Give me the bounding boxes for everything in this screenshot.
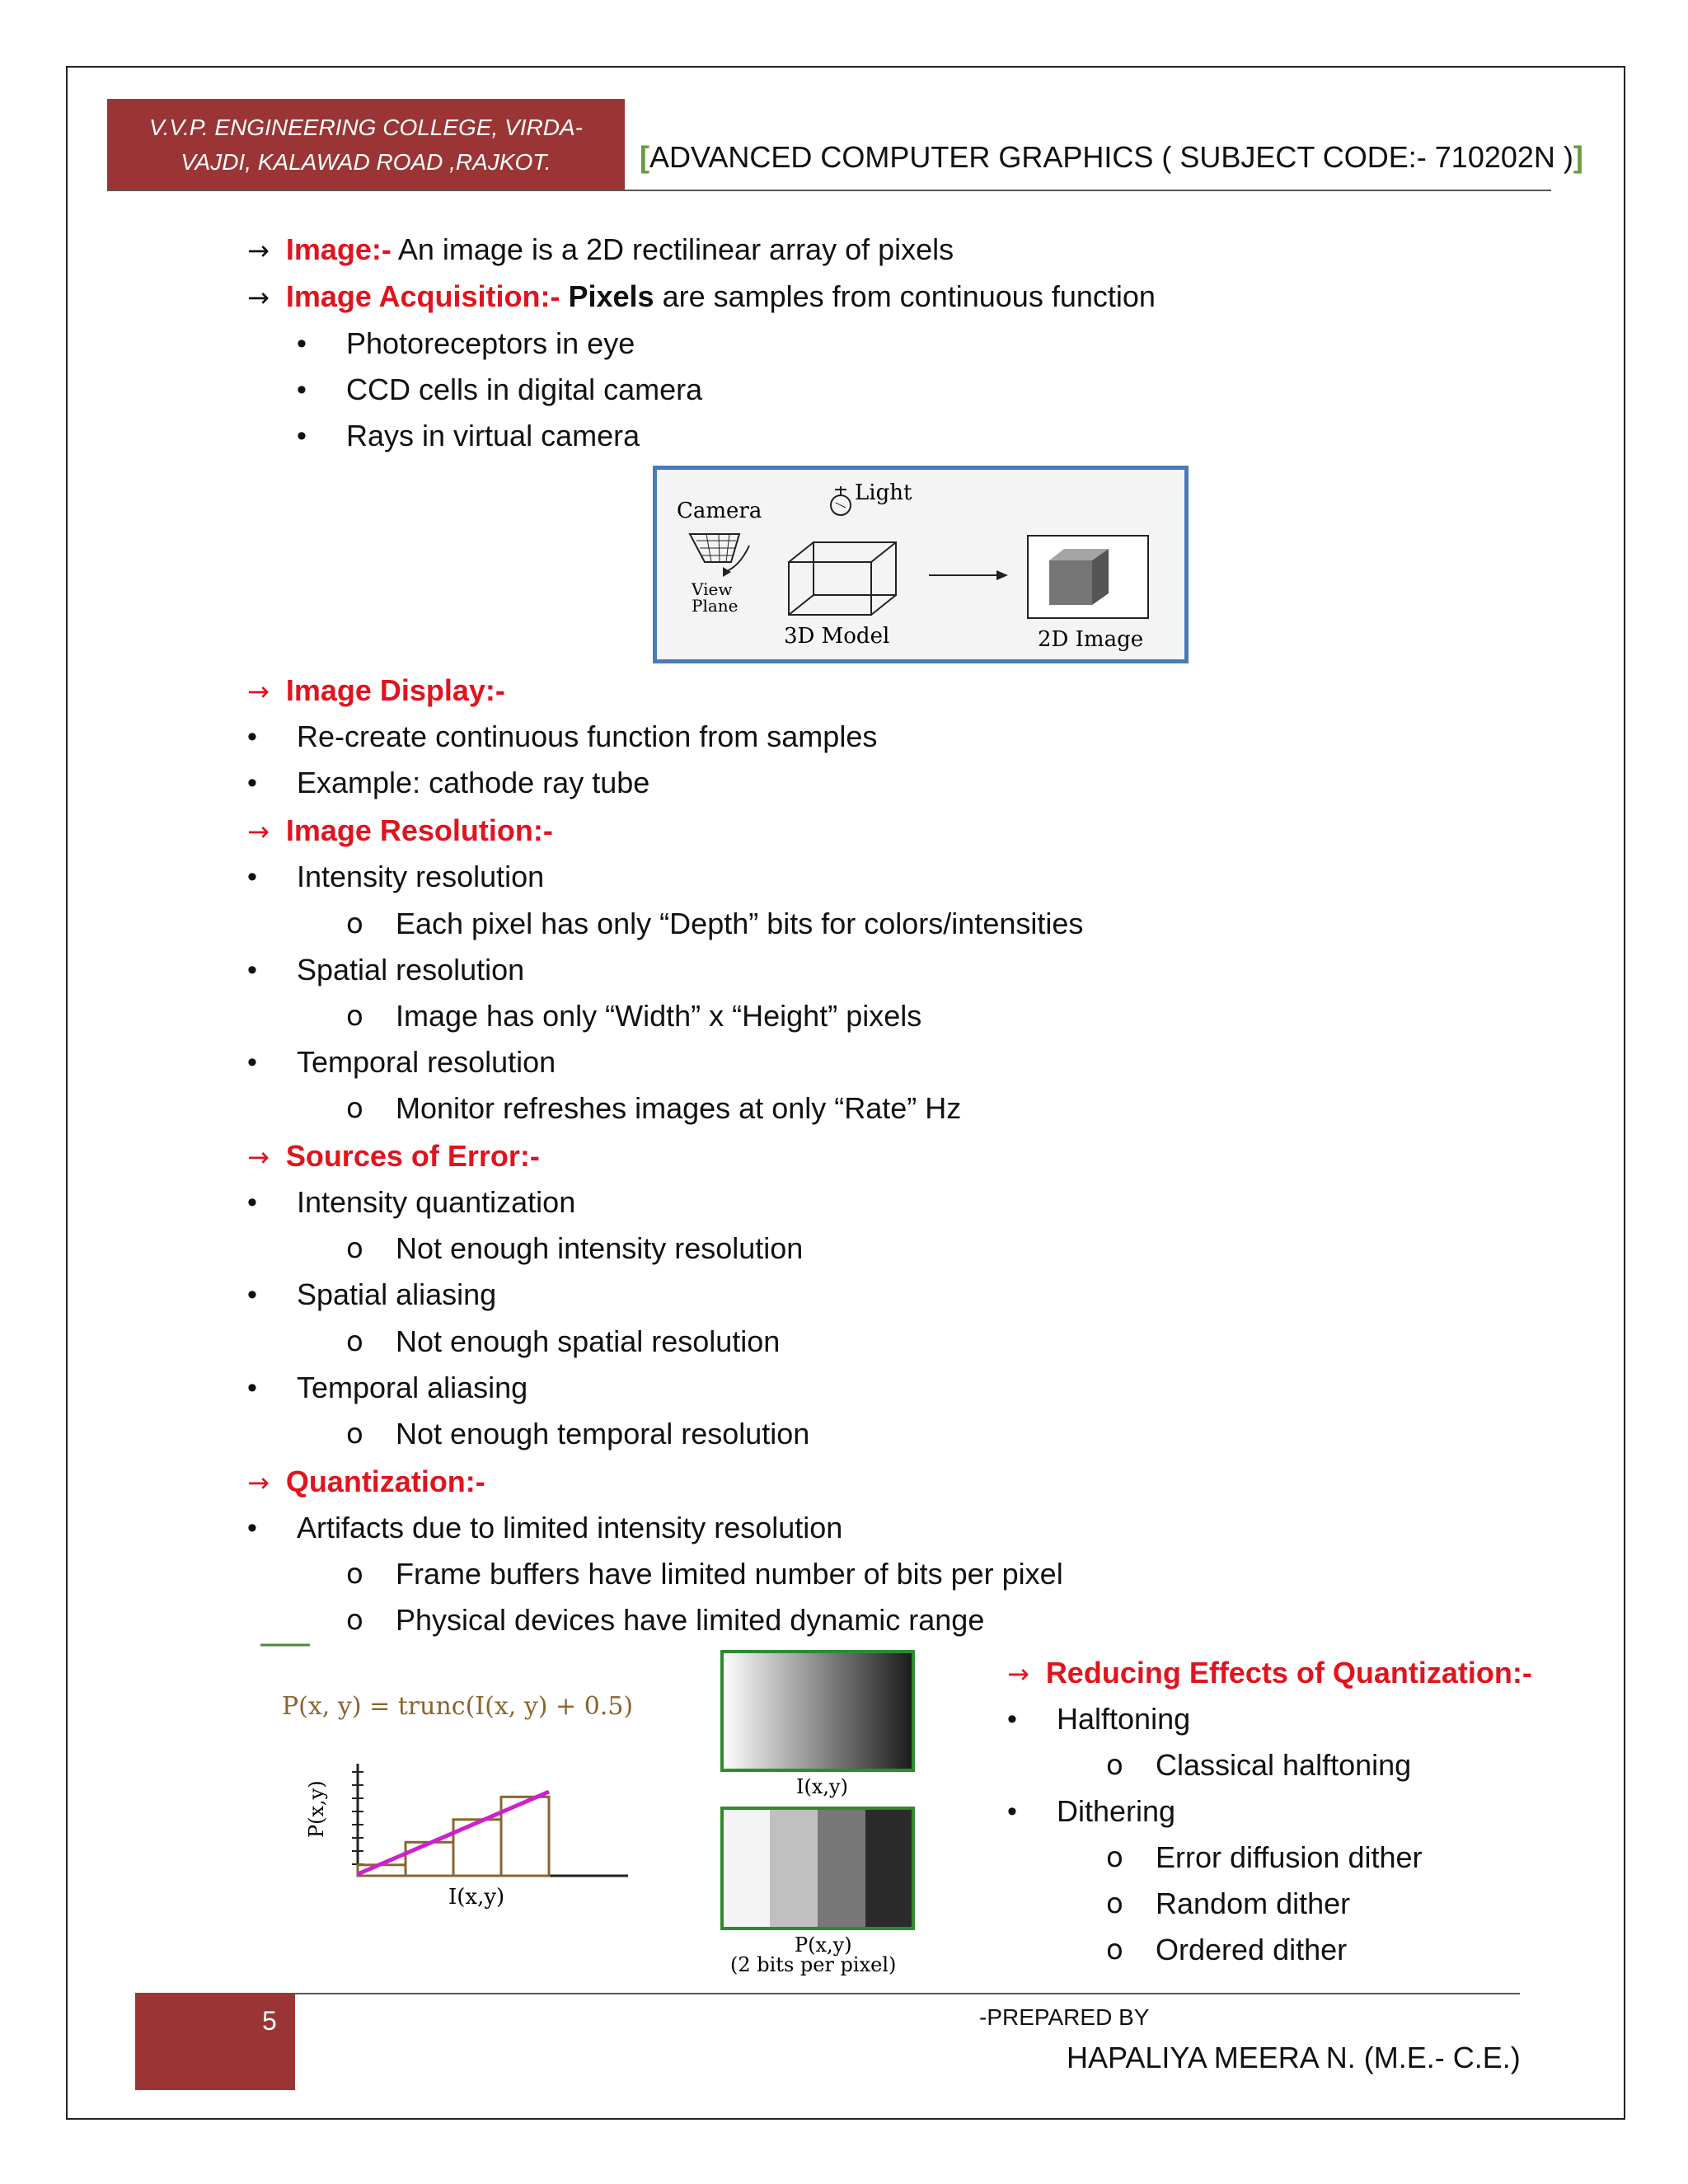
image2d-label: 2D Image bbox=[1038, 627, 1144, 652]
list-item: Halftoning bbox=[1057, 1702, 1191, 1736]
list-item: Re-create continuous function from samples bbox=[297, 719, 878, 753]
list-item: Example: cathode ray tube bbox=[297, 766, 650, 799]
circle-bullet-icon: o bbox=[346, 1092, 363, 1125]
list-item: Intensity quantization bbox=[297, 1185, 576, 1219]
list-item: Temporal resolution bbox=[297, 1045, 556, 1079]
quantized-label: P(x,y) bbox=[795, 1933, 852, 1957]
arrow-icon: → bbox=[247, 235, 270, 266]
sub-list-item: Random dither bbox=[1156, 1886, 1351, 1920]
circle-bullet-icon: o bbox=[346, 1558, 363, 1591]
circle-bullet-icon: o bbox=[1106, 1887, 1123, 1920]
intensity-swatches bbox=[719, 1648, 933, 1978]
bullet-icon: • bbox=[1007, 1796, 1017, 1827]
shaded-cube-icon bbox=[1049, 549, 1109, 605]
list-item: Photoreceptors in eye bbox=[346, 326, 635, 360]
header-divider bbox=[107, 190, 1551, 191]
bullet-icon: • bbox=[247, 1279, 257, 1310]
circle-bullet-icon: o bbox=[1106, 1841, 1123, 1874]
error-label: Sources of Error:- bbox=[285, 1139, 540, 1173]
sources-of-error-heading bbox=[247, 1137, 540, 1176]
sub-list-item: Frame buffers have limited number of bits per pixel bbox=[396, 1557, 1063, 1591]
reduce-label: Reducing Effects of Quantization:- bbox=[1045, 1656, 1532, 1690]
plane-label: Plane bbox=[692, 596, 738, 616]
bullet-icon: • bbox=[247, 1047, 257, 1078]
quantized-band bbox=[865, 1808, 914, 1929]
sub-list-item: Classical halftoning bbox=[1156, 1748, 1412, 1782]
display-label: Image Display:- bbox=[285, 673, 505, 707]
list-item: Spatial aliasing bbox=[297, 1277, 497, 1311]
acquisition-text: are samples from continuous function bbox=[654, 279, 1156, 313]
circle-bullet-icon: o bbox=[346, 907, 363, 940]
arrow-icon: → bbox=[247, 816, 270, 847]
arrow-icon: → bbox=[247, 1467, 270, 1498]
list-item: Temporal aliasing bbox=[297, 1371, 528, 1404]
circle-bullet-icon: o bbox=[346, 1325, 363, 1358]
light-icon bbox=[831, 486, 851, 515]
quantized-bands bbox=[722, 1808, 914, 1929]
wireframe-cube-icon bbox=[789, 542, 896, 615]
list-item: CCD cells in digital camera bbox=[346, 373, 703, 406]
gradient-label: I(x,y) bbox=[796, 1775, 848, 1798]
bullet-icon: • bbox=[297, 374, 307, 405]
list-item: Artifacts due to limited intensity resolution bbox=[297, 1511, 843, 1544]
bullet-icon: • bbox=[247, 861, 257, 893]
reducing-effects-heading bbox=[1007, 1654, 1532, 1693]
quantized-band bbox=[818, 1808, 866, 1929]
circle-bullet-icon: o bbox=[1106, 1933, 1123, 1966]
bullet-icon: • bbox=[247, 1187, 257, 1218]
quantized-sublabel: (2 bits per pixel) bbox=[730, 1953, 897, 1976]
bullet-icon: • bbox=[1007, 1704, 1017, 1735]
acquisition-bold: Pixels bbox=[560, 279, 654, 313]
list-item: Spatial resolution bbox=[297, 953, 525, 987]
camera-label: Camera bbox=[677, 499, 762, 523]
sub-list-item: Error diffusion dither bbox=[1156, 1840, 1423, 1874]
page-number-box bbox=[135, 1993, 295, 2090]
sub-list-item: Image has only “Width” x “Height” pixels bbox=[396, 999, 922, 1033]
resolution-label: Image Resolution:- bbox=[285, 813, 553, 847]
sub-list-item: Not enough spatial resolution bbox=[396, 1324, 781, 1358]
pipeline-diagram bbox=[657, 470, 1184, 659]
x-axis-label: I(x,y) bbox=[448, 1885, 505, 1910]
author-name: HAPALIYA MEERA N. (M.E.- C.E.) bbox=[1067, 2041, 1521, 2074]
prepared-by: -PREPARED BY bbox=[979, 2004, 1150, 2030]
light-label: Light bbox=[855, 480, 912, 505]
arrow-icon: → bbox=[247, 1141, 270, 1173]
page-number: 5 bbox=[262, 2006, 277, 2036]
circle-bullet-icon: o bbox=[346, 1232, 363, 1265]
quantization-label: Quantization:- bbox=[285, 1465, 485, 1498]
formula-text: P(x, y) = trunc(I(x, y) + 0.5) bbox=[282, 1692, 634, 1721]
y-axis-label: P(x,y) bbox=[305, 1780, 328, 1838]
bullet-icon: • bbox=[297, 420, 307, 452]
circle-bullet-icon: o bbox=[346, 1000, 363, 1033]
model-label: 3D Model bbox=[784, 624, 890, 649]
bullet-icon: • bbox=[247, 1372, 257, 1404]
college-line-2: VAJDI, KALAWAD ROAD ,RAJKOT. bbox=[181, 149, 551, 175]
bullet-icon: • bbox=[297, 328, 307, 359]
list-item: Intensity resolution bbox=[297, 860, 545, 893]
circle-bullet-icon: o bbox=[346, 1604, 363, 1637]
circle-bullet-icon: o bbox=[346, 1418, 363, 1451]
quantized-bar bbox=[406, 1842, 453, 1876]
sub-list-item: Not enough intensity resolution bbox=[396, 1231, 804, 1265]
college-line-1: V.V.P. ENGINEERING COLLEGE, VIRDA- bbox=[149, 115, 583, 140]
image-display-heading bbox=[247, 672, 505, 710]
bullet-icon: • bbox=[247, 721, 257, 752]
image-text: An image is a 2D rectilinear array of pixels bbox=[391, 232, 954, 266]
sub-list-item: Monitor refreshes images at only “Rate” Hz bbox=[396, 1091, 962, 1125]
camera-icon bbox=[690, 534, 749, 577]
bullet-icon: • bbox=[247, 767, 257, 799]
acquisition-label: Image Acquisition:- bbox=[285, 279, 560, 313]
arrow-icon: → bbox=[247, 676, 270, 707]
sub-list-item: Each pixel has only “Depth” bits for colors/intensities bbox=[396, 907, 1084, 940]
subject-title bbox=[640, 140, 1583, 175]
image-label: Image:- bbox=[285, 232, 392, 266]
view-label: View bbox=[692, 579, 733, 599]
image-definition bbox=[247, 231, 954, 269]
sub-list-item: Not enough temporal resolution bbox=[396, 1417, 810, 1451]
arrow-icon: → bbox=[247, 282, 270, 313]
college-name-box bbox=[107, 99, 625, 191]
sub-list-item: Ordered dither bbox=[1156, 1933, 1348, 1966]
footer-divider bbox=[292, 1993, 1520, 1994]
arrow-icon: → bbox=[1007, 1658, 1029, 1690]
circle-bullet-icon: o bbox=[1106, 1749, 1123, 1782]
image-resolution-heading bbox=[247, 812, 553, 851]
subject-text: ADVANCED COMPUTER GRAPHICS ( SUBJECT CODE:- 710202N ) bbox=[649, 140, 1573, 174]
bracket-close: ] bbox=[1573, 140, 1583, 174]
quantization-heading bbox=[247, 1463, 485, 1502]
bullet-icon: • bbox=[247, 1512, 257, 1544]
continuous-gradient bbox=[722, 1652, 913, 1770]
image-acquisition bbox=[247, 278, 1156, 316]
arrow-right-icon bbox=[929, 570, 1008, 580]
quantization-plot bbox=[260, 1640, 673, 1912]
quantized-band bbox=[770, 1808, 818, 1929]
rendering-pipeline-figure bbox=[653, 466, 1189, 663]
list-item: Dithering bbox=[1057, 1794, 1176, 1828]
bullet-icon: • bbox=[247, 954, 257, 986]
quantized-band bbox=[722, 1808, 771, 1929]
bracket-open: [ bbox=[640, 140, 649, 174]
sub-list-item: Physical devices have limited dynamic range bbox=[396, 1603, 985, 1637]
list-item: Rays in virtual camera bbox=[346, 419, 640, 452]
